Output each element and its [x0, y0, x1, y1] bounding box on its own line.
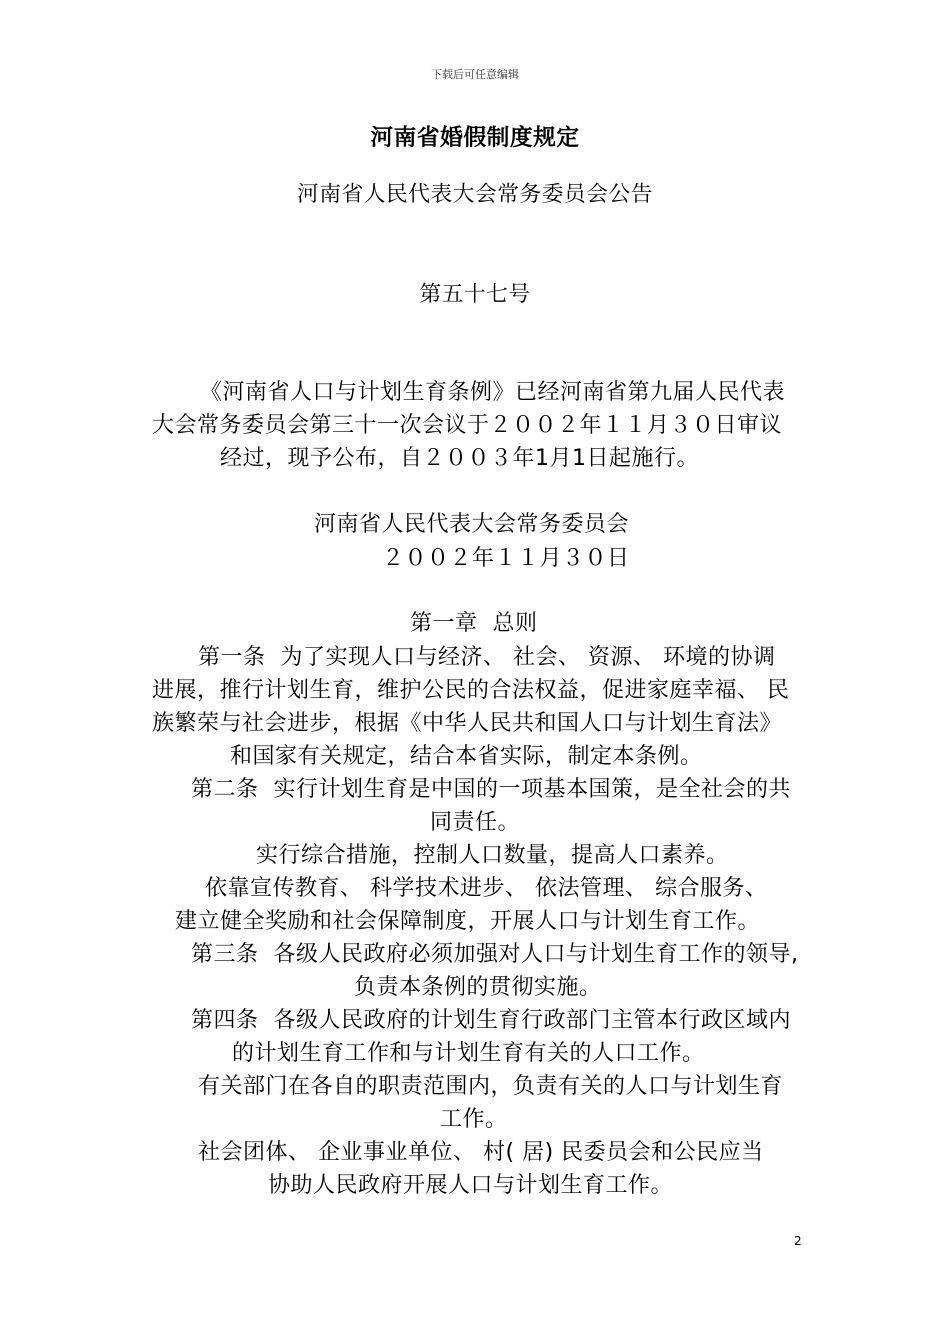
article-line: 第一条 为了实现人口与经济、 社会、 资源、 环境的协调 [198, 645, 776, 670]
article-line: 第三条 各级人民政府必须加强对人口与计划生育工作的领导, [191, 942, 799, 967]
document-title: 河南省婚假制度规定 [370, 125, 580, 151]
article-line: 依靠宣传教育、 科学技术进步、 依法管理、 综合服务、 [205, 876, 768, 901]
article-line: 第四条 各级人民政府的计划生育行政部门主管本行政区域内 [191, 1008, 791, 1033]
article-line: 工作。 [440, 1107, 508, 1132]
article-line: 的计划生育工作和与计划生育有关的人口工作。 [232, 1041, 705, 1066]
article-line: 建立健全奖励和社会保障制度，开展人口与计划生育工作。 [175, 909, 761, 934]
article-line: 第二条 实行计划生育是中国的一项基本国策，是全社会的共 [191, 777, 791, 802]
intro-line-3: 经过，现予公布，自２００３年1月1日起施行。 [220, 446, 699, 471]
article-line: 同责任。 [430, 810, 521, 835]
download-note: 下载后可任意编辑 [431, 68, 519, 81]
page-number: 2 [794, 1234, 802, 1248]
intro-line-2: 大会常务委员会第三十一次会议于２００２年１１月３０日审议 [152, 413, 783, 438]
announcement-number: 第五十七号 [419, 282, 531, 307]
article-line: 实行综合措施，控制人口数量，提高人口素养。 [256, 843, 729, 868]
article-line: 社会团体、 企业事业单位、 村( 居) 民委员会和公民应当 [198, 1140, 764, 1165]
article-line: 进展，推行计划生育，维护公民的合法权益，促进家庭幸福、 民 [152, 678, 790, 703]
article-line: 负责本条例的贯彻实施。 [354, 975, 602, 1000]
chapter-heading: 第一章 总则 [410, 611, 538, 636]
article-line: 族繁荣与社会进步，根据《中华人民共和国人口与计划生育法》 [152, 711, 783, 736]
announcement-subtitle: 河南省人民代表大会常务委员会公告 [297, 182, 653, 207]
article-line: 和国家有关规定，结合本省实际，制定本条例。 [230, 744, 703, 769]
signature-date: ２００２年１１月３０日 [382, 546, 630, 571]
intro-line-1: 《河南省人口与计划生育条例》已经河南省第九届人民代表 [200, 380, 786, 405]
article-line: 有关部门在各自的职责范围内，负责有关的人口与计划生育 [198, 1074, 784, 1099]
signature-org: 河南省人民代表大会常务委员会 [314, 512, 630, 537]
article-line: 协助人民政府开展人口与计划生育工作。 [268, 1173, 674, 1198]
